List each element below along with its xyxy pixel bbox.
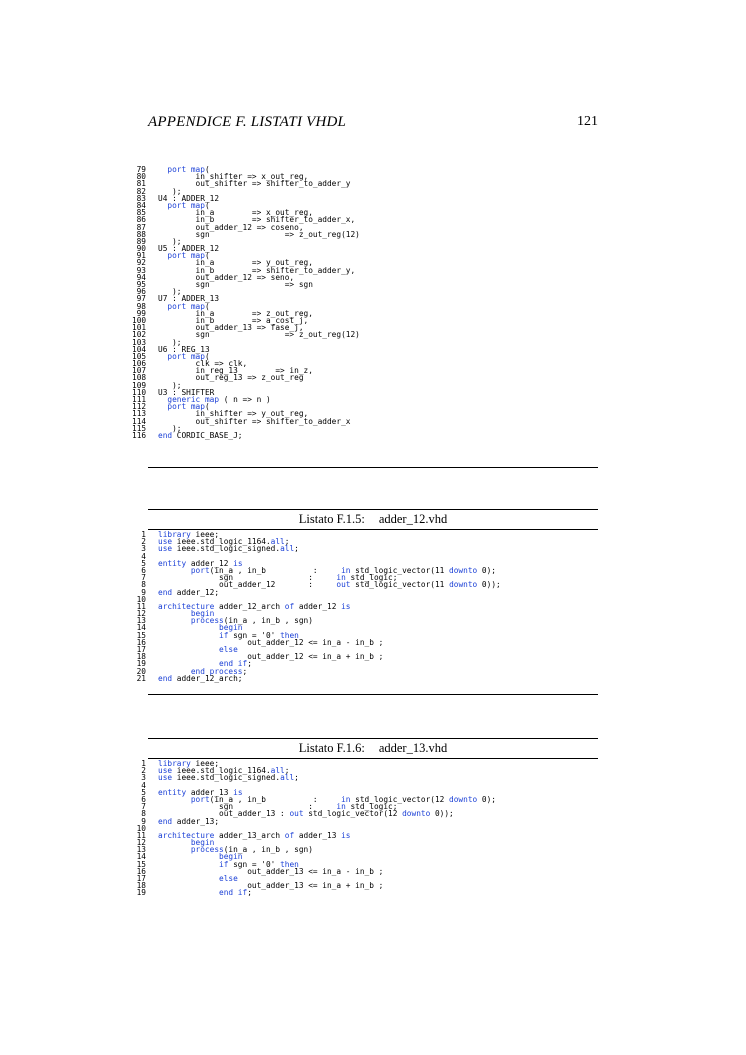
- line-number: 86: [136, 215, 146, 225]
- code-keyword: in: [341, 794, 351, 804]
- line-number: 102: [132, 330, 147, 340]
- line-number: 85: [136, 208, 146, 218]
- code-text: out_reg_13 => z_out_reg: [158, 373, 304, 383]
- code-line: [132, 589, 602, 596]
- line-number: 12: [136, 838, 146, 848]
- code-keyword: end: [158, 587, 173, 597]
- code-line: [132, 281, 602, 288]
- code-text: 0);: [477, 794, 496, 804]
- code-line: [132, 675, 602, 682]
- code-line: [132, 331, 602, 338]
- code-text: adder_12_arch: [214, 601, 285, 611]
- code-text: (: [204, 165, 210, 174]
- code-text: );: [158, 186, 182, 196]
- line-number: 93: [136, 265, 146, 275]
- code-text: );: [158, 236, 182, 246]
- line-number: 4: [141, 780, 146, 790]
- code-text: sgn => sgn: [158, 280, 313, 289]
- line-number: 8: [141, 809, 146, 819]
- code-keyword: end process: [190, 666, 243, 676]
- code-text: ;: [284, 766, 290, 776]
- code-keyword: else: [219, 874, 238, 883]
- code-text: in_b => shifter_to_adder_x,: [158, 215, 356, 225]
- code-text: U5 : ADDER_12: [158, 244, 220, 254]
- code-text: std_logic_vector(11: [350, 565, 450, 575]
- line-number: 16: [136, 637, 146, 647]
- caption-label: Listato F.1.6:: [298, 741, 365, 755]
- line-number: 14: [136, 623, 146, 633]
- code-keyword: begin: [190, 609, 215, 619]
- code-keyword: port map: [167, 251, 205, 261]
- code-text: sgn :: [158, 802, 337, 812]
- code-text: ieee.std_logic_1164.: [172, 766, 271, 776]
- line-number: 1: [141, 759, 146, 768]
- code-text: clk => clk,: [158, 359, 248, 369]
- code-text: std_logic;: [345, 802, 398, 812]
- line-number: 17: [136, 645, 146, 654]
- code-text: out_adder_12 <= in_a - in_b ;: [158, 637, 384, 647]
- code-keyword: port map: [167, 200, 205, 210]
- code-text: out_adder_13 :: [158, 809, 290, 819]
- code-text: adder_13: [186, 787, 234, 797]
- code-text: ( n => n ): [219, 395, 271, 404]
- code-keyword: use: [158, 766, 173, 776]
- code-keyword: then: [280, 859, 299, 869]
- code-listing-adder-12: [132, 531, 602, 682]
- code-keyword: is: [233, 558, 243, 568]
- code-text: in_shifter => x_out_reg,: [158, 172, 309, 182]
- code-text: in_b => a_cost_j,: [158, 315, 309, 325]
- code-keyword: begin: [219, 623, 243, 633]
- line-number: 116: [132, 430, 147, 440]
- code-listing-adder-13: [132, 760, 602, 897]
- code-text: (in_a , in_b , sgn): [223, 845, 313, 855]
- code-text: std_logic;: [345, 573, 398, 583]
- code-text: adder_12: [294, 601, 342, 611]
- code-text: out_adder_12 <= in_a + in_b ;: [158, 652, 384, 662]
- code-keyword: architecture: [158, 601, 215, 611]
- code-text: adder_12;: [172, 587, 220, 597]
- code-text: ;: [294, 544, 299, 554]
- code-line: [132, 774, 602, 781]
- code-text: out_adder_13 => fase_j,: [158, 323, 304, 333]
- code-keyword: in: [341, 565, 351, 575]
- code-keyword: downto: [449, 565, 478, 575]
- listing-bottom-rule: [148, 467, 598, 468]
- code-text: ;: [242, 666, 248, 676]
- line-number: 84: [136, 200, 146, 210]
- line-number: 83: [136, 193, 146, 203]
- line-number: 113: [132, 409, 147, 419]
- line-number: 89: [136, 236, 146, 246]
- code-text: std_logic_vector(12: [350, 794, 450, 804]
- code-keyword: out: [336, 580, 351, 590]
- listing-top-rule: [148, 509, 598, 510]
- code-keyword: port: [190, 565, 210, 575]
- code-text: ieee.std_logic_signed.: [172, 773, 281, 783]
- code-keyword: else: [219, 645, 238, 654]
- line-number: 98: [136, 301, 146, 311]
- code-text: adder_12_arch;: [172, 673, 243, 683]
- line-number: 2: [141, 766, 146, 776]
- code-text: (: [204, 301, 210, 311]
- line-number: 114: [132, 416, 147, 426]
- code-keyword: all: [280, 773, 295, 783]
- line-number: 97: [136, 294, 146, 304]
- code-keyword: all: [280, 544, 295, 554]
- line-number: 101: [132, 323, 147, 333]
- listing-caption: [148, 512, 598, 527]
- code-text: out_adder_13 <= in_a + in_b ;: [158, 881, 384, 891]
- line-number: 21: [136, 673, 146, 683]
- line-number: 20: [136, 666, 146, 676]
- line-number: 115: [132, 423, 147, 433]
- line-number: 18: [136, 652, 146, 662]
- code-keyword: generic map: [167, 395, 220, 404]
- code-text: in_reg_13 => in_z,: [158, 366, 313, 376]
- line-number: 99: [136, 308, 146, 318]
- code-keyword: is: [341, 830, 351, 840]
- code-text: );: [158, 337, 182, 347]
- line-number: 91: [136, 251, 146, 261]
- code-text: ieee;: [190, 530, 220, 539]
- code-text: (: [204, 402, 210, 412]
- line-number: 6: [141, 794, 146, 804]
- line-number: 19: [136, 659, 146, 669]
- line-number: 5: [141, 558, 146, 568]
- code-keyword: of: [284, 601, 295, 611]
- code-keyword: of: [284, 830, 295, 840]
- code-text: adder_13;: [172, 816, 220, 826]
- code-text: std_logic_vector(12: [303, 809, 403, 819]
- line-number: 108: [132, 373, 147, 383]
- code-keyword: then: [280, 630, 299, 640]
- line-number: 13: [136, 616, 146, 626]
- line-number: 4: [141, 551, 146, 561]
- code-text: (in_a , in_b :: [209, 565, 342, 575]
- code-text: adder_13: [294, 830, 342, 840]
- code-keyword: use: [158, 537, 173, 547]
- code-text: in_b => shifter_to_adder_y,: [158, 265, 356, 275]
- code-text: ;: [284, 537, 290, 547]
- code-line: [132, 545, 602, 552]
- line-number: 112: [132, 402, 147, 412]
- code-text: U3 : SHIFTER: [158, 387, 215, 397]
- code-line: [132, 180, 602, 187]
- code-keyword: entity: [158, 558, 187, 568]
- line-number: 104: [132, 344, 147, 354]
- code-keyword: process: [190, 616, 224, 626]
- code-keyword: downto: [449, 580, 478, 590]
- code-text: (: [204, 351, 210, 361]
- line-number: 9: [141, 816, 146, 826]
- line-number: 100: [132, 315, 147, 325]
- line-number: 111: [132, 395, 147, 404]
- code-text: );: [158, 287, 182, 297]
- listing-caption: [148, 741, 598, 756]
- code-text: adder_12: [186, 558, 234, 568]
- code-line: [132, 374, 602, 381]
- code-keyword: downto: [449, 794, 478, 804]
- code-keyword: begin: [190, 838, 215, 848]
- code-text: sgn :: [158, 573, 337, 583]
- line-number: 3: [141, 773, 146, 783]
- code-text: );: [158, 380, 182, 390]
- code-text: );: [158, 423, 182, 433]
- line-number: 10: [136, 823, 146, 833]
- page-number: 121: [577, 114, 598, 129]
- code-text: (: [204, 200, 210, 210]
- code-text: out_shifter => shifter_to_adder_y: [158, 179, 351, 189]
- code-text: sgn = '0': [228, 859, 281, 869]
- line-number: 15: [136, 630, 146, 640]
- code-listing-top: [132, 166, 602, 439]
- caption-filename: adder_12.vhd: [378, 512, 448, 526]
- code-text: U7 : ADDER_13: [158, 294, 220, 304]
- page-header-title: APPENDICE F. LISTATI VHDL: [148, 114, 347, 130]
- line-number: 110: [132, 387, 147, 397]
- line-number: 103: [132, 337, 147, 347]
- listing-bottom-rule: [148, 694, 598, 695]
- code-keyword: port: [190, 794, 210, 804]
- line-number: 81: [136, 179, 146, 189]
- code-text: 0);: [477, 565, 496, 575]
- code-keyword: process: [190, 845, 224, 855]
- line-number: 107: [132, 366, 147, 376]
- code-text: (in_a , in_b , sgn): [223, 616, 313, 626]
- line-number: 106: [132, 359, 147, 369]
- code-text: out_adder_13 <= in_a - in_b ;: [158, 866, 384, 876]
- code-text: in_shifter => y_out_reg,: [158, 409, 309, 419]
- code-text: [158, 888, 219, 897]
- line-number: 79: [136, 165, 146, 174]
- code-text: ieee.std_logic_1164.: [172, 537, 271, 547]
- code-text: 0));: [477, 580, 501, 590]
- code-keyword: use: [158, 544, 173, 554]
- line-number: 87: [136, 222, 146, 232]
- line-number: 9: [141, 587, 146, 597]
- code-keyword: port map: [167, 351, 205, 361]
- code-keyword: is: [233, 787, 243, 797]
- line-number: 3: [141, 544, 146, 554]
- code-text: std_logic_vector(11: [350, 580, 450, 590]
- code-keyword: end: [158, 673, 173, 683]
- code-keyword: port map: [167, 402, 205, 412]
- code-text: in_a => x_out_reg,: [158, 208, 313, 218]
- code-keyword: end: [158, 430, 173, 440]
- line-number: 8: [141, 580, 146, 590]
- code-text: U6 : REG_13: [158, 344, 210, 354]
- line-number: 7: [141, 802, 146, 812]
- line-number: 10: [136, 594, 146, 604]
- code-text: out_adder_12 => seno,: [158, 272, 295, 282]
- code-line: [132, 432, 602, 439]
- line-number: 109: [132, 380, 147, 390]
- code-keyword: if: [219, 630, 229, 640]
- code-keyword: port map: [167, 301, 205, 311]
- code-keyword: in: [336, 802, 346, 812]
- line-number: 80: [136, 172, 146, 182]
- code-text: in_a => y_out_reg,: [158, 258, 313, 268]
- code-text: out_shifter => shifter_to_adder_x: [158, 416, 351, 426]
- line-number: 11: [136, 601, 146, 611]
- code-text: out_adder_12 :: [158, 580, 337, 590]
- line-number: 15: [136, 859, 146, 869]
- code-text: ieee;: [190, 759, 220, 768]
- code-line: [132, 889, 602, 896]
- code-text: adder_13_arch: [214, 830, 285, 840]
- code-keyword: in: [336, 573, 346, 583]
- code-keyword: is: [341, 601, 351, 611]
- line-number: 96: [136, 287, 146, 297]
- line-number: 19: [136, 888, 146, 898]
- code-keyword: end: [158, 816, 173, 826]
- line-number: 94: [136, 272, 146, 282]
- listing-top-rule: [148, 738, 598, 739]
- code-text: (: [204, 251, 210, 261]
- code-text: ;: [294, 773, 299, 783]
- code-text: in_a => z_out_reg,: [158, 308, 313, 318]
- line-number: 6: [141, 565, 146, 575]
- code-keyword: use: [158, 773, 173, 783]
- line-number: 95: [136, 280, 146, 289]
- caption-label: Listato F.1.5:: [298, 512, 365, 526]
- code-text: (in_a , in_b :: [209, 794, 342, 804]
- code-keyword: downto: [402, 809, 431, 819]
- code-keyword: library: [158, 759, 191, 768]
- code-keyword: end if: [219, 888, 248, 898]
- line-number: 18: [136, 881, 146, 891]
- line-number: 1: [141, 530, 146, 539]
- code-text: 0));: [430, 809, 454, 819]
- line-number: 17: [136, 874, 146, 883]
- code-text: sgn => z_out_reg(12): [158, 330, 360, 340]
- code-text: sgn => z_out_reg(12): [158, 229, 360, 239]
- line-number: 5: [141, 787, 146, 797]
- code-keyword: begin: [219, 852, 243, 862]
- code-text: ieee.std_logic_signed.: [172, 544, 281, 554]
- code-keyword: port map: [167, 165, 205, 174]
- code-line: [132, 418, 602, 425]
- line-number: 105: [132, 351, 147, 361]
- code-keyword: if: [219, 859, 229, 869]
- line-number: 2: [141, 537, 146, 547]
- caption-filename: adder_13.vhd: [378, 741, 448, 755]
- code-keyword: architecture: [158, 830, 215, 840]
- line-number: 13: [136, 845, 146, 855]
- code-keyword: all: [270, 537, 285, 547]
- line-number: 92: [136, 258, 146, 268]
- code-text: out_adder_12 => coseno,: [158, 222, 304, 232]
- line-number: 11: [136, 830, 146, 840]
- code-keyword: end if: [219, 659, 248, 669]
- code-text: CORDIC_BASE_J;: [172, 430, 243, 440]
- line-number: 16: [136, 866, 146, 876]
- line-number: 82: [136, 186, 146, 196]
- code-keyword: library: [158, 530, 191, 539]
- code-keyword: all: [270, 766, 285, 776]
- code-text: U4 : ADDER_12: [158, 193, 220, 203]
- code-line: [132, 231, 602, 238]
- line-number: 12: [136, 609, 146, 619]
- line-number: 14: [136, 852, 146, 862]
- code-line: [132, 818, 602, 825]
- code-text: ;: [247, 659, 252, 669]
- code-text: ;: [247, 888, 252, 898]
- line-number: 88: [136, 229, 146, 239]
- line-number: 90: [136, 244, 146, 254]
- code-keyword: entity: [158, 787, 187, 797]
- code-keyword: out: [289, 809, 304, 819]
- code-text: sgn = '0': [228, 630, 281, 640]
- line-number: 7: [141, 573, 146, 583]
